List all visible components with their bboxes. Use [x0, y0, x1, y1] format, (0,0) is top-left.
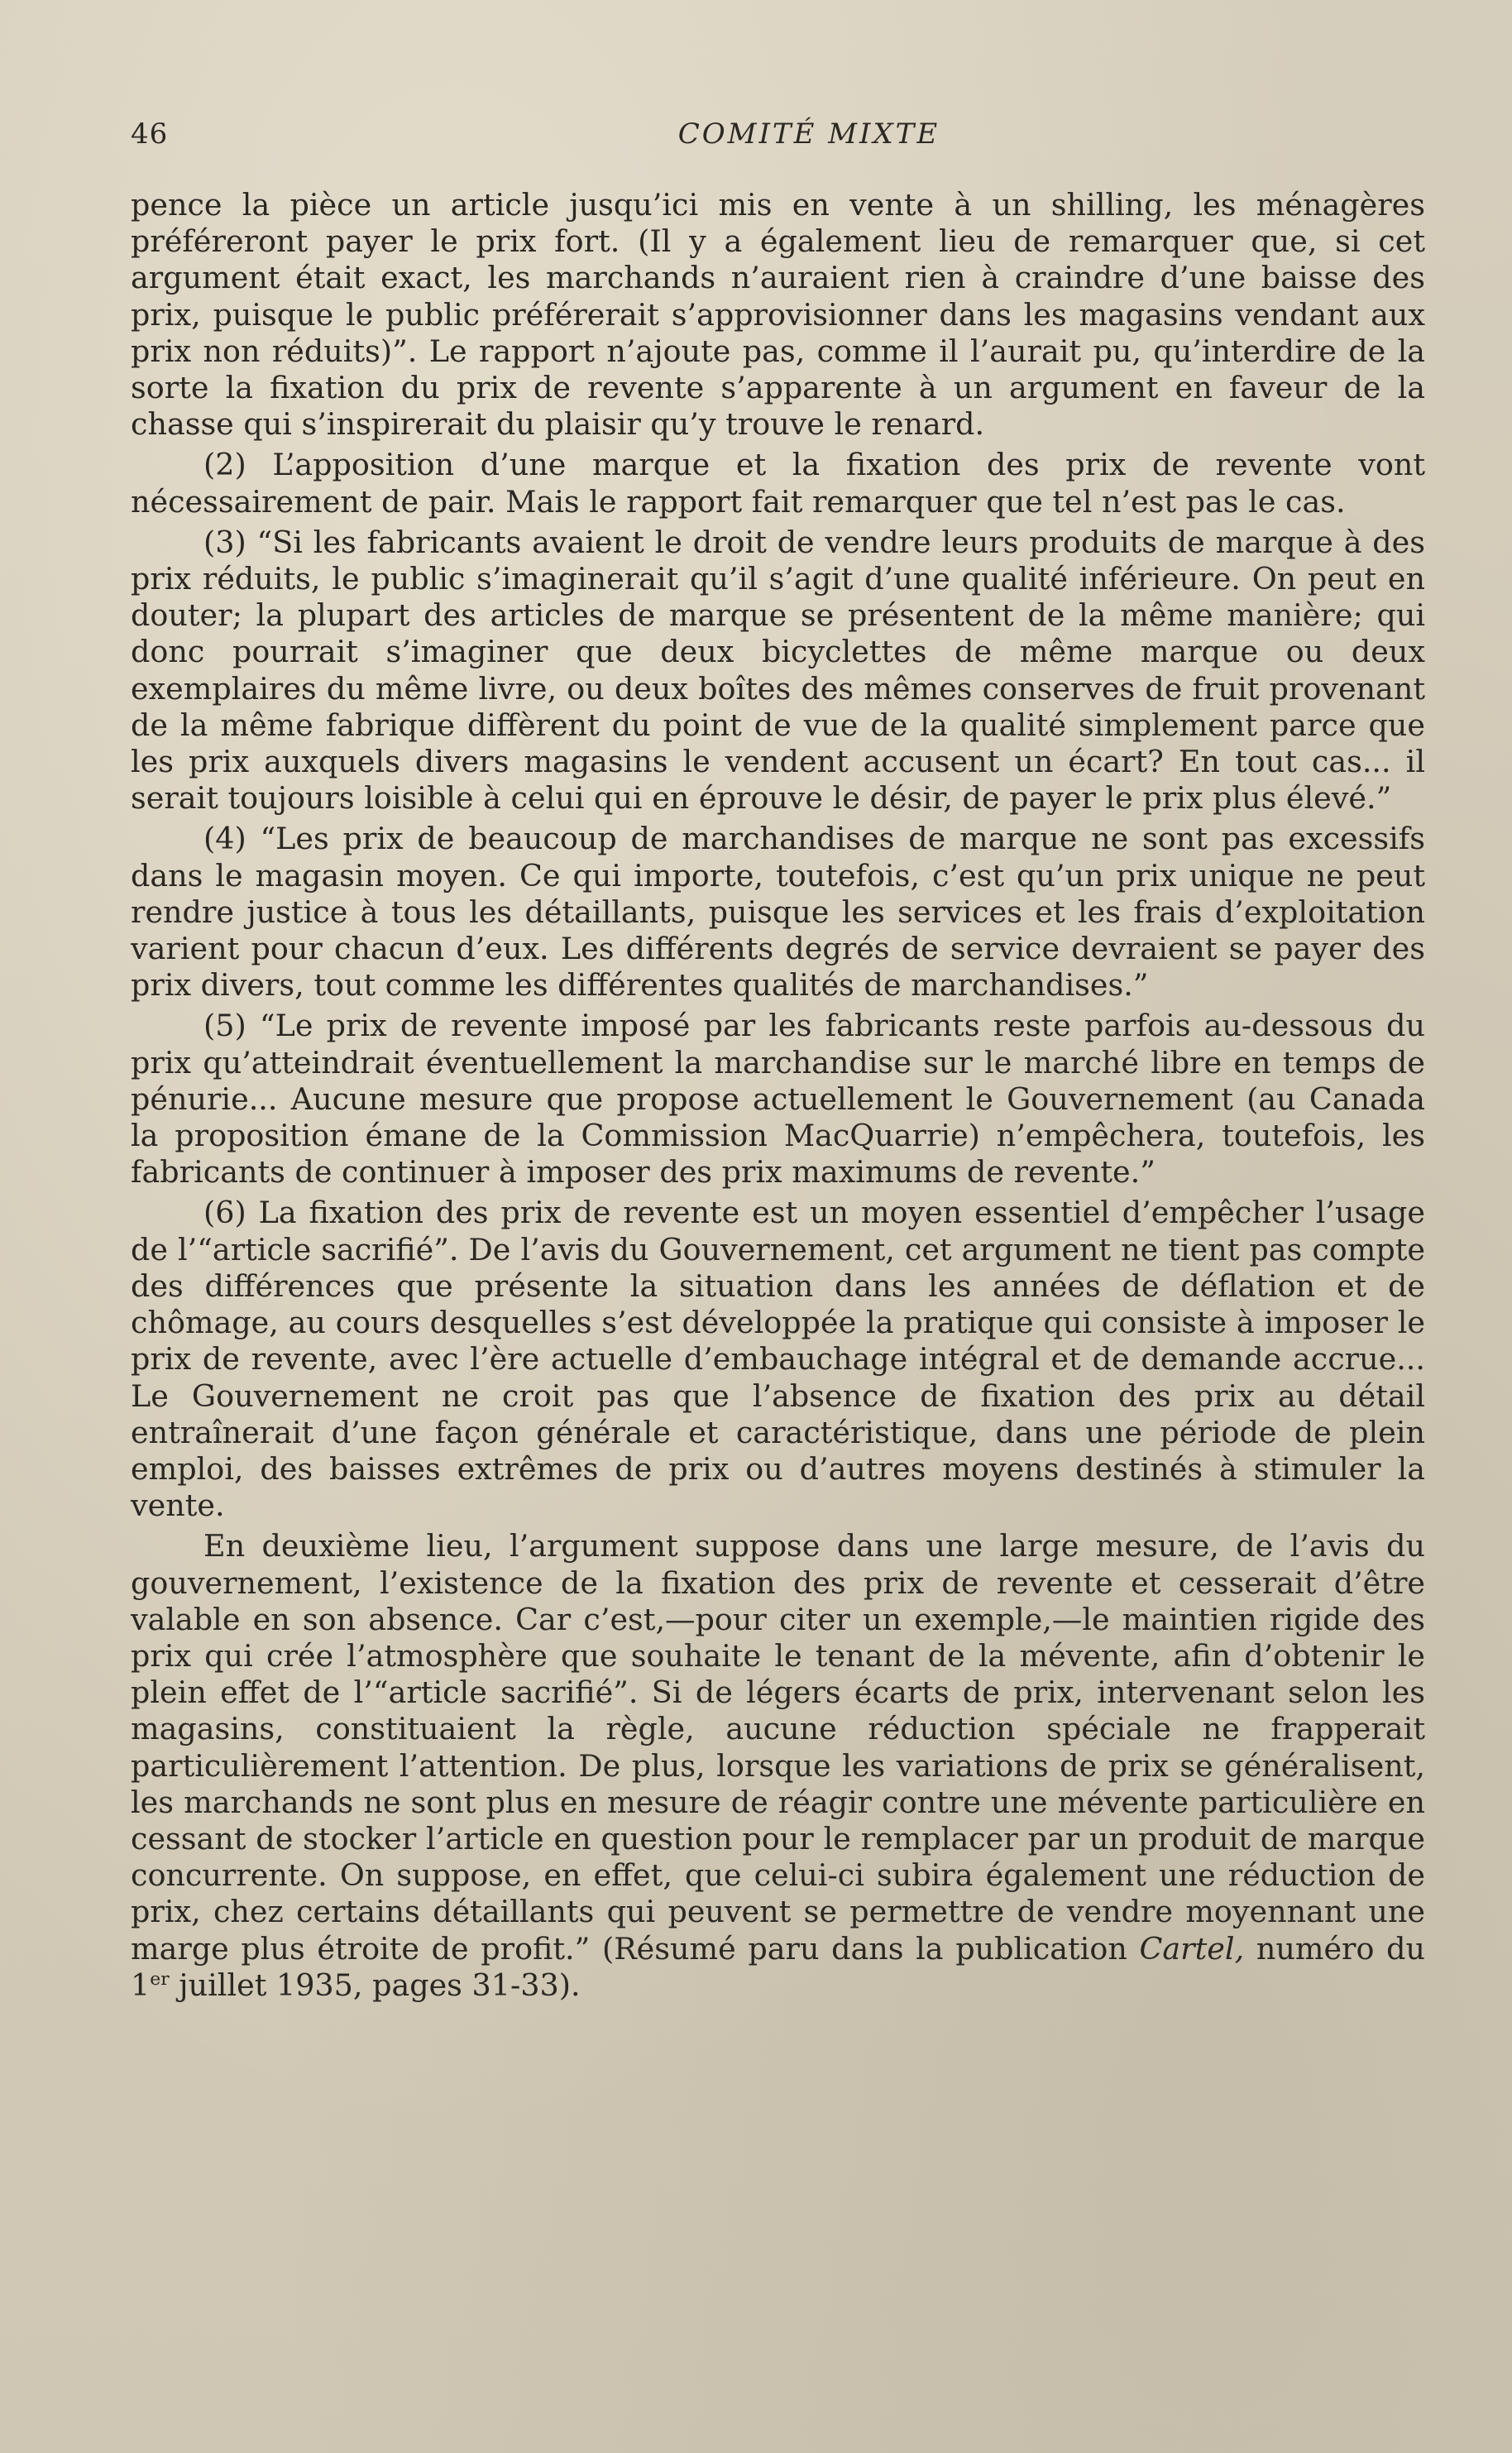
paragraph-point-6: (6) La fixation des prix de revente est un moyen essentiel d’empêcher l’usage de l’“article sacrifié”. De l’avis du Gouvernement, cet argument ne tient pas compte des différences que présente la situation dans les années de déflation et de chômage, au cours desquelles s’est développée la pratique qui consiste à imposer le prix de revente, avec l’ère actuelle d’embauchage intégral et de demande accrue... Le Gouvernement ne croit pas que l’absence de fixation des prix au détail entraînerait d’une façon générale et caractéristique, dans une période de plein emploi, des baisses extrêmes de prix ou d’autres moyens destinés à stimuler la vente.: [131, 1195, 1425, 1524]
paragraph-point-2: (2) L’apposition d’une marque et la fixation des prix de revente vont nécessairement de pair. Mais le rapport fait remarquer que tel n’est pas le cas.: [131, 447, 1425, 520]
issue-number-text: numéro du 1: [131, 1930, 1425, 2003]
citation-end: juillet 1935, pages 31-33).: [179, 1967, 581, 2003]
publication-title: Cartel,: [1139, 1930, 1245, 1967]
paragraph-continuation: pence la pièce un article jusqu’ici mis en vente à un shilling, les ménagères préféreront payer le prix fort. (Il y a également lieu de remarquer que, si cet argument était exact, les marchands n’auraient rien à craindre d’une baisse des prix, puisque le public préférerait s’approvisionner dans les magasins vendant aux prix non réduits)”. Le rapport n’ajoute pas, comme il l’aurait pu, qu’interdire de la sorte la fixation du prix de revente s’apparente à un argument en faveur de la chasse qui s’inspirerait du plaisir qu’y trouve le renard.: [131, 187, 1425, 443]
page-header: [131, 117, 1421, 159]
paragraph-second-argument: [131, 1528, 1425, 2004]
paragraph-main-text: En deuxième lieu, l’argument suppose dans une large mesure, de l’avis du gouvernement, l’existence de la fixation des prix de revente et cesserait d’être valable en son absence. Car c’est,—pour citer un exemple,—le maintien rigide des prix qui crée l’atmosphère que souhaite le tenant de la mévente, afin d’obtenir le plein effet de l’“article sacrifié”. Si de légers écarts de prix, intervenant selon les magasins, constituaient la règle, aucune réduction spéciale ne frapperait particulièrement l’attention. De plus, lorsque les variations de prix se généralisent, les marchands ne sont plus en mesure de réagir contre une mévente particulière en cessant de stocker l’article en question pour le remplacer par un produit de marque concurrente. On suppose, en effet, que celui-ci subira également une réduction de prix, chez certains détaillants qui peuvent se permettre de vendre moyennant une marge plus étroite de profit.” (Résumé paru dans la publication: [131, 1528, 1425, 1967]
body-text: [131, 187, 1425, 2008]
page-number: 46: [131, 117, 169, 151]
paragraph-point-5: (5) “Le prix de revente imposé par les fabricants reste parfois au-dessous du prix qu’atteindrait éventuellement la marchandise sur le marché libre en temps de pénurie... Aucune mesure que propose actuellement le Gouvernement (au Canada la proposition émane de la Commission MacQuarrie) n’empêchera, toutefois, les fabricants de continuer à imposer des prix maximums de revente.”: [131, 1008, 1425, 1191]
ordinal-superscript: er: [150, 1968, 170, 1990]
paragraph-point-4: (4) “Les prix de beaucoup de marchandises de marque ne sont pas excessifs dans le magasin moyen. Ce qui importe, toutefois, c’est qu’un prix unique ne peut rendre justice à tous les détaillants, puisque les services et les frais d’exploitation varient pour chacun d’eux. Les différents degrés de service devraient se payer des prix divers, tout comme les différentes qualités de marchandises.”: [131, 821, 1425, 1004]
paragraph-point-3: (3) “Si les fabricants avaient le droit de vendre leurs produits de marque à des prix réduits, le public s’imaginerait qu’il s’agit d’une qualité inférieure. On peut en douter; la plupart des articles de marque se présentent de la même manière; qui donc pourrait s’imaginer que deux bicyclettes de même marque ou deux exemplaires du même livre, ou deux boîtes des mêmes conserves de fruit provenant de la même fabrique diffèrent du point de vue de la qualité simplement parce que les prix auxquels divers magasins le vendent accusent un écart? En tout cas... il serait toujours loisible à celui qui en éprouve le désir, de payer le prix plus élevé.”: [131, 524, 1425, 817]
running-title: COMITÉ MIXTE: [677, 117, 940, 151]
